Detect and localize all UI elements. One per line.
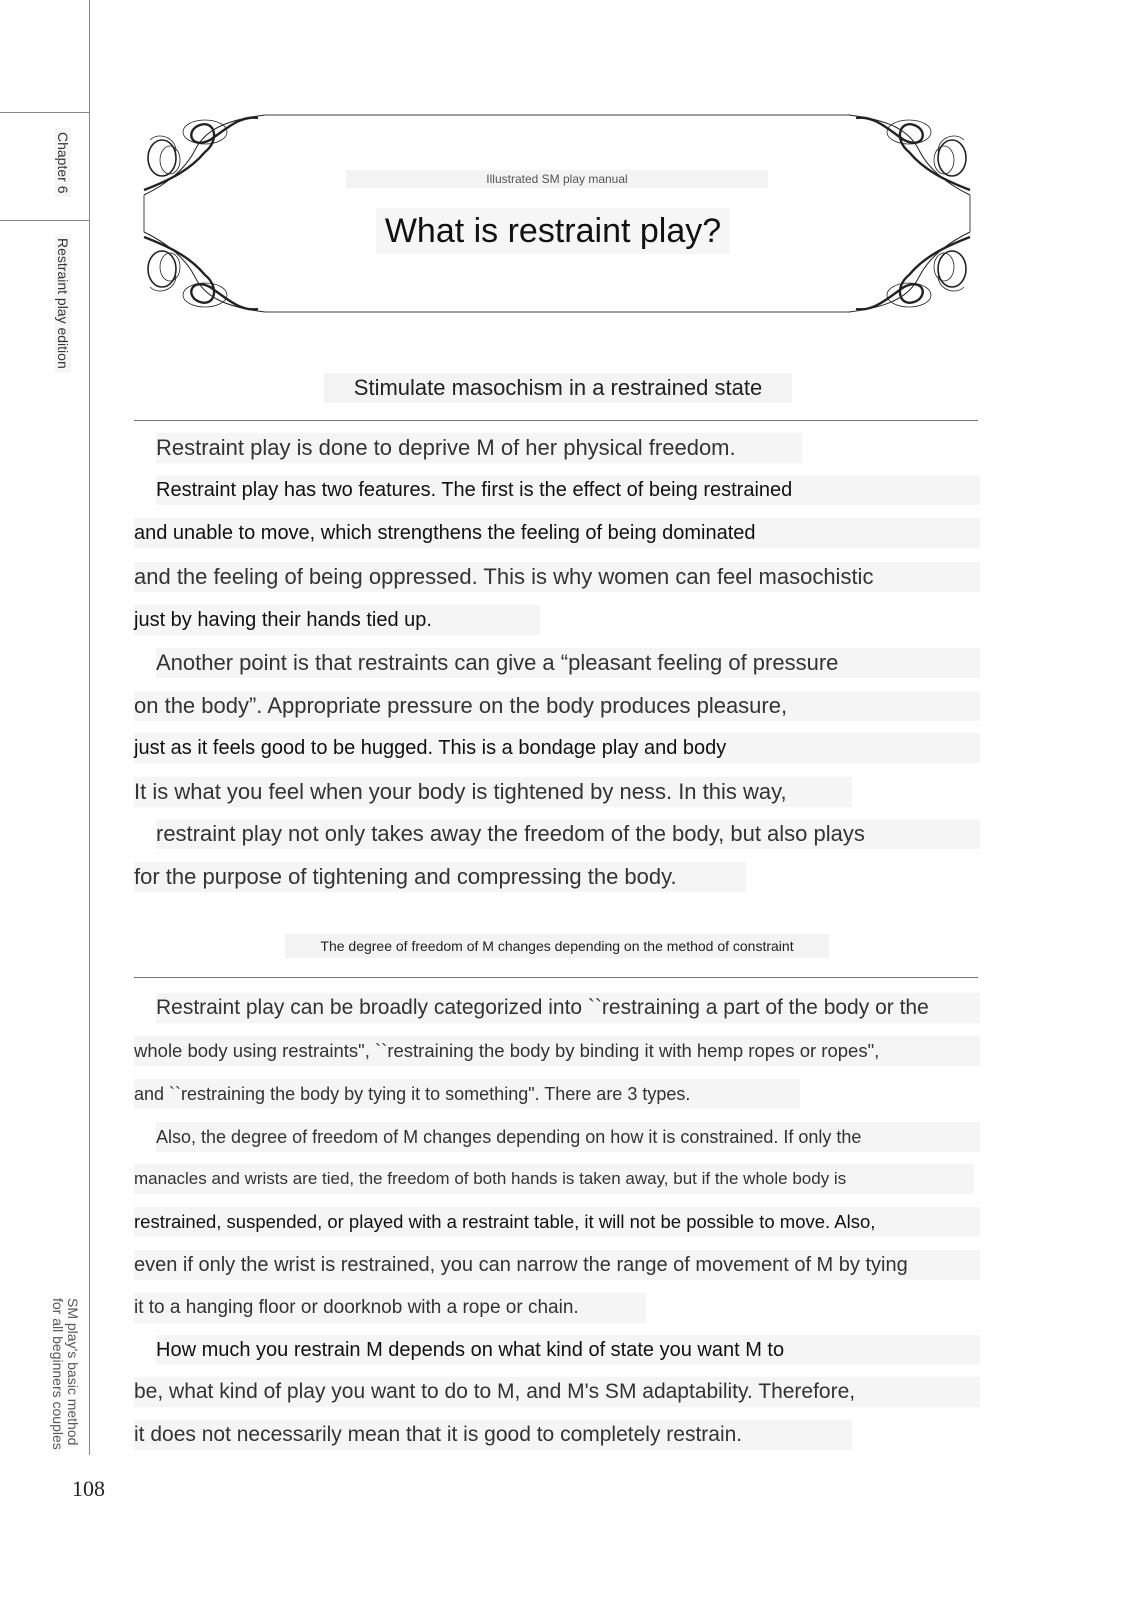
book-title-line1: SM play's basic method [65, 1298, 81, 1446]
book-title [50, 1298, 80, 1450]
text-line: whole body using restraints", ``restraining the body by binding it with hemp ropes or ropes", [134, 1036, 980, 1066]
text-line: Another point is that restraints can give a “pleasant feeling of pressure [156, 648, 980, 678]
section2-rule [134, 977, 978, 978]
margin-divider [89, 0, 90, 1455]
section2-heading: The degree of freedom of M changes depending on the method of constraint [285, 934, 829, 958]
page-number: 108 [72, 1476, 105, 1501]
text-line: Restraint play can be broadly categorized into ``restraining a part of the body or the [156, 993, 980, 1023]
section1-heading: Stimulate masochism in a restrained state [324, 373, 792, 403]
manual-kicker: Illustrated SM play manual [346, 170, 768, 188]
chapter-label: Chapter 6 [55, 128, 71, 197]
page-title: What is restraint play? [376, 208, 730, 254]
section1-rule [134, 420, 978, 421]
text-line: for the purpose of tightening and compressing the body. [134, 862, 746, 892]
text-line: even if only the wrist is restrained, you can narrow the range of movement of M by tying [134, 1250, 980, 1280]
text-line: on the body”. Appropriate pressure on the body produces pleasure, [134, 691, 980, 721]
tab-divider [0, 220, 89, 221]
text-line: it does not necessarily mean that it is good to completely restrain. [134, 1420, 852, 1450]
text-line: restrained, suspended, or played with a restraint table, it will not be possible to move. Also, [134, 1207, 980, 1237]
text-line: and the feeling of being oppressed. This is why women can feel masochistic [134, 562, 980, 592]
text-line: Also, the degree of freedom of M changes depending on how it is constrained. If only the [156, 1122, 980, 1152]
text-line: be, what kind of play you want to do to M, and M's SM adaptability. Therefore, [134, 1377, 980, 1407]
text-line: It is what you feel when your body is tightened by ness. In this way, [134, 777, 852, 807]
text-line: restraint play not only takes away the freedom of the body, but also plays [156, 819, 980, 849]
book-title-line2: for all beginners couples [50, 1298, 66, 1450]
section-label: Restraint play edition [55, 234, 71, 373]
text-line: Restraint play is done to deprive M of her physical freedom. [156, 433, 802, 463]
text-line: Restraint play has two features. The first is the effect of being restrained [156, 475, 980, 505]
text-line: and unable to move, which strengthens the feeling of being dominated [134, 518, 980, 548]
text-line: How much you restrain M depends on what kind of state you want M to [156, 1335, 980, 1365]
text-line: manacles and wrists are tied, the freedom of both hands is taken away, but if the whole body is [134, 1164, 974, 1194]
text-line: just by having their hands tied up. [134, 605, 540, 635]
text-line: it to a hanging floor or doorknob with a rope or chain. [134, 1293, 646, 1323]
text-line: and ``restraining the body by tying it to something". There are 3 types. [134, 1079, 800, 1109]
tab-divider [0, 112, 89, 113]
text-line: just as it feels good to be hugged. This is a bondage play and body [134, 733, 980, 763]
